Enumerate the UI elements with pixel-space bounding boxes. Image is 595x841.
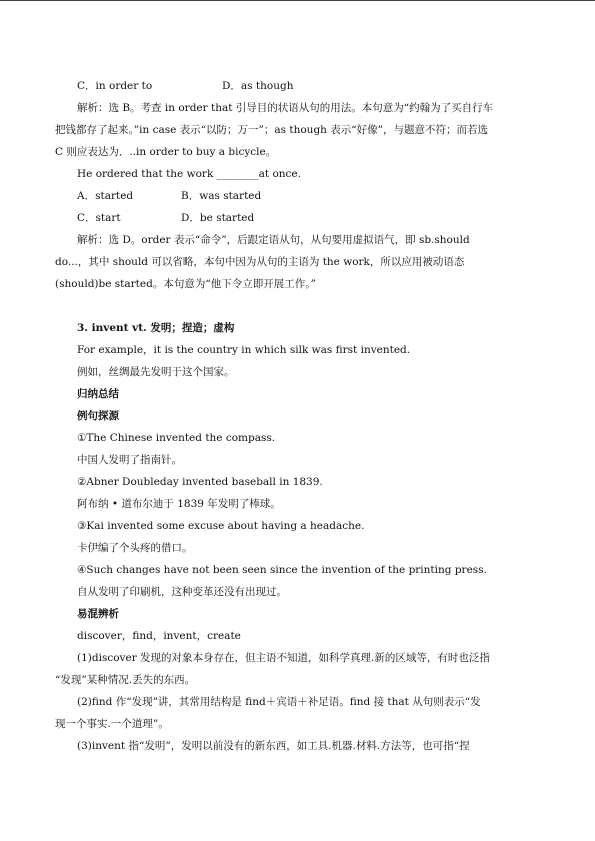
q1-explain-line-2: 把钱都存了起来。”in case 表示“以防；万一”；as though 表示“好像”，与题意不符；而若选 [55,124,489,136]
q2-options-ab [77,189,261,203]
example-2-en: ②Abner Doubleday invented baseball in 1839. [77,476,323,488]
q2-option-c: C．start [77,212,121,224]
q1-option-d: D．as though [222,80,294,92]
q2-explain-line-1: 解析：选 D。order 表示“命令”，后跟定语从句，从句要用虚拟语气，即 sb.should [77,234,470,246]
q2-explain-line-3: (should)be started。本句意为“他下令立即开展工作。” [55,278,316,290]
point-3-line-1: (3)invent 指“发明”，发明以前没有的新东西，如工具.机器.材料.方法等，也可指“捏 [77,740,470,752]
q1-explain-line-3: C 则应表达为．..in order to buy a bicycle。 [55,146,277,158]
example-3-en: ③Kai invented some excuse about having a headache. [77,520,365,532]
q2-options-cd [77,211,254,225]
q2-option-d: D．be started [181,212,255,224]
q2-stem: He ordered that the work ________at once. [77,168,301,180]
q2-option-a: A．started [77,190,134,202]
example-4-en: ④Such changes have not been seen since the invention of the printing press. [77,564,487,576]
q2-option-b: B．was started [181,190,262,202]
q2-explain-line-2: do...，其中 should 可以省略，本句中因为从句的主语为 the work，所以应用被动语态 [55,256,465,268]
point-1-line-2: “发现”某种情况.丢失的东西。 [55,674,196,686]
example-4-zh: 自从发明了印刷机，这种变革还没有出现过。 [77,586,287,598]
point-2-line-1: (2)find 作“发现”讲，其常用结构是 find＋宾语＋补足语。find 接 that 从句则表示“发 [77,696,481,708]
point-1-line-1: (1)discover 发现的对象本身存在，但主语不知道，如科学真理.新的区域等，有时也泛指 [77,652,490,664]
point-2-line-2: 现一个事实.一个道理”。 [55,718,169,730]
section-heading-invent: 3. invent vt. 发明；捏造；虚构 [77,322,235,334]
example-1-en: ①The Chinese invented the compass. [77,432,276,444]
q1-option-c: C．in order to [77,80,153,92]
q1-options-cd [77,79,293,93]
example-english: For example，it is the country in which silk was first invented. [77,344,411,356]
example-1-zh: 中国人发明了指南针。 [77,454,182,466]
example-3-zh: 卡伊编了个头疼的借口。 [77,542,193,554]
summary-title: 归纳总结 [77,388,119,400]
example-2-zh: 阿布纳 • 道布尔迪于 1839 年发明了棒球。 [77,498,281,510]
q1-explain-line-1: 解析：选 B。考查 in order that 引导目的状语从句的用法。本句意为“约翰为了买自行车 [77,102,494,114]
confusion-title: 易混辨析 [77,608,119,620]
page-top-rule [0,0,595,1]
example-chinese: 例如，丝绸最先发明于这个国家。 [77,366,235,378]
source-title: 例句探源 [77,410,119,422]
confusion-words: discover，find，invent，create [77,630,241,642]
